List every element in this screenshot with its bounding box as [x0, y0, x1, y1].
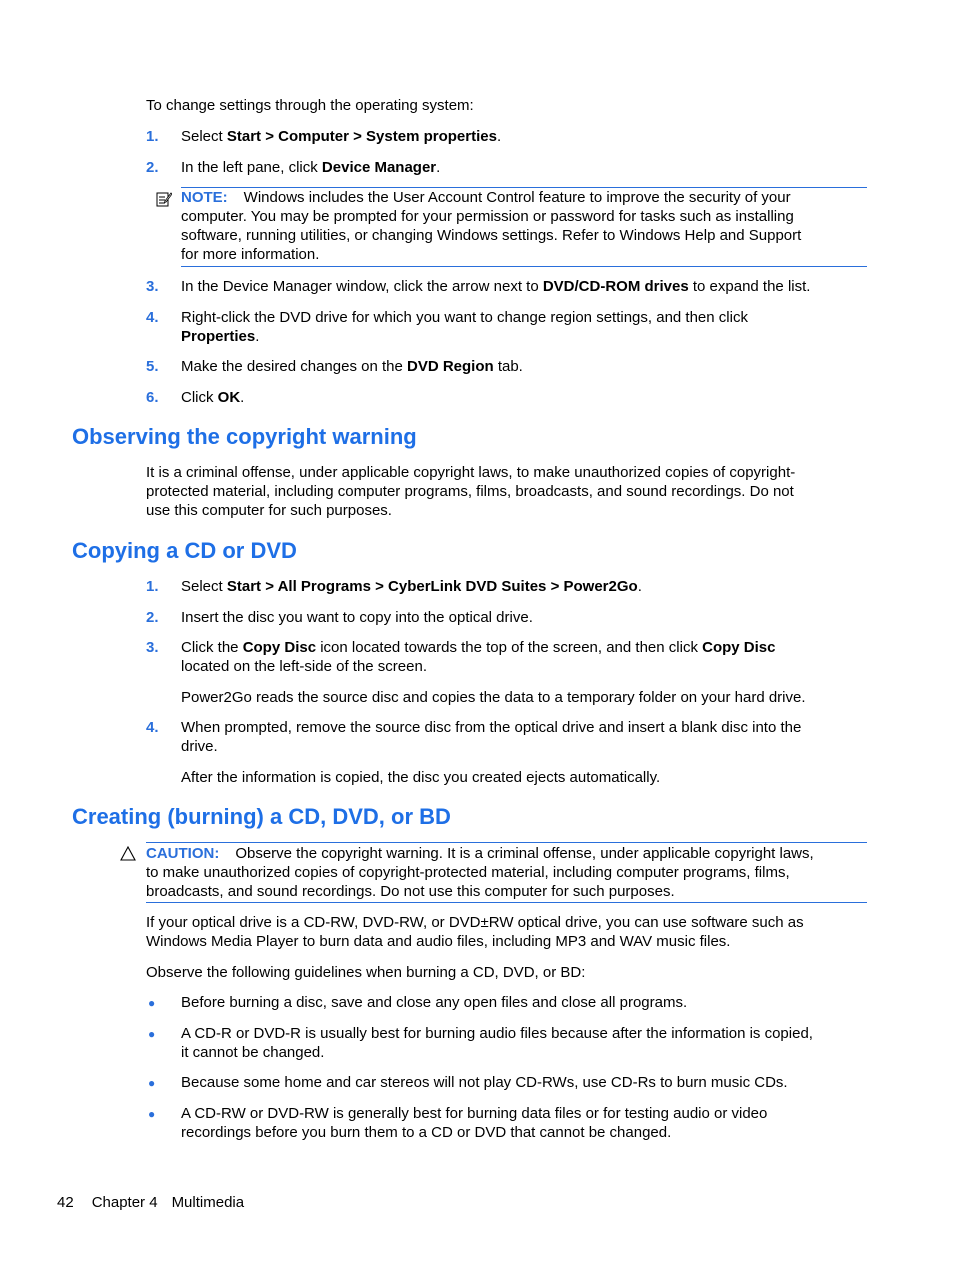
- step-text: Click OK.: [181, 389, 245, 406]
- page-number: 42: [57, 1194, 74, 1211]
- step-number: 2.: [146, 609, 159, 626]
- step-number: 6.: [146, 389, 159, 406]
- step-text: When prompted, remove the source disc from the optical drive and insert a blank disc into the drive.: [181, 719, 802, 755]
- bullet-dot-icon: ●: [148, 1027, 156, 1041]
- step-text: Right-click the DVD drive for which you want to change region settings, and then click Properties.: [181, 309, 748, 345]
- note-label: NOTE:: [181, 189, 228, 206]
- bullet-text: Because some home and car stereos will not play CD-RWs, use CD-Rs to burn music CDs.: [181, 1074, 788, 1091]
- section-heading: Creating (burning) a CD, DVD, or BD: [72, 804, 451, 829]
- step-number: 4.: [146, 719, 159, 736]
- step-text: In the Device Manager window, click the arrow next to DVD/CD-ROM drives to expand the list.: [181, 278, 811, 295]
- bullet-dot-icon: ●: [148, 1107, 156, 1121]
- caution-label: CAUTION:: [146, 845, 220, 862]
- step-note: Power2Go reads the source disc and copies the data to a temporary folder on your hard drive.: [181, 689, 806, 706]
- step-text: Select Start > Computer > System properties.: [181, 128, 502, 145]
- step-number: 1.: [146, 578, 159, 595]
- step-text: Click the Copy Disc icon located towards the top of the screen, and then click Copy Disc located on the left-side of the screen.: [181, 639, 776, 675]
- bullet-text: A CD-R or DVD-R is usually best for burning audio files because after the information is copied, it cannot be changed.: [181, 1025, 813, 1061]
- step-note: After the information is copied, the disc you created ejects automatically.: [181, 769, 661, 786]
- warning-triangle-icon: [120, 846, 136, 861]
- section-paragraph: If your optical drive is a CD-RW, DVD-RW, or DVD±RW optical drive, you can use software such as Windows Media Player to burn data and audio files, including MP3 and WAV music files.: [146, 914, 804, 950]
- bullet-text: A CD-RW or DVD-RW is generally best for burning data files or for testing audio or video recordings before you burn them to a CD or DVD that cannot be changed.: [181, 1105, 768, 1141]
- caution-text: CAUTION: Observe the copyright warning. It is a criminal offense, under applicable copyright laws, to make unauthorized copies of copyright-protected material, including computer programs, films, broadcasts, and sound recordings. Do not use this computer for such purposes.: [146, 845, 814, 900]
- bullet-dot-icon: ●: [148, 1076, 156, 1090]
- chapter-label: Chapter 4: [91, 1194, 158, 1211]
- step-number: 3.: [146, 639, 159, 656]
- step-text: Select Start > All Programs > CyberLink DVD Suites > Power2Go.: [181, 578, 642, 595]
- intro-text: To change settings through the operating system:: [146, 97, 474, 114]
- step-number: 4.: [146, 309, 159, 326]
- step-number: 1.: [146, 128, 159, 145]
- step-text: In the left pane, click Device Manager.: [181, 159, 441, 176]
- note-icon: [156, 191, 172, 207]
- chapter-title: Multimedia: [171, 1194, 245, 1211]
- section-heading: Copying a CD or DVD: [72, 538, 297, 563]
- step-text: Make the desired changes on the DVD Region tab.: [181, 358, 523, 375]
- step-text: Insert the disc you want to copy into the optical drive.: [181, 609, 533, 626]
- section-paragraph: It is a criminal offense, under applicable copyright laws, to make unauthorized copies of copyright- protected material, including computer programs, films, broadcasts, and sound recordings. Do not use this computer for such purposes.: [146, 464, 796, 519]
- step-number: 5.: [146, 358, 159, 375]
- section-paragraph: Observe the following guidelines when burning a CD, DVD, or BD:: [146, 964, 586, 981]
- bullet-dot-icon: ●: [148, 996, 156, 1010]
- note-text: NOTE: Windows includes the User Account Control feature to improve the security of your computer. You may be prompted for your permission or password for tasks such as installing software, running utilities, or changing Windows settings. Refer to Windows Help and Support for more information.: [181, 189, 802, 263]
- page-footer: [57, 1193, 244, 1212]
- step-number: 3.: [146, 278, 159, 295]
- bullet-text: Before burning a disc, save and close any open files and close all programs.: [181, 994, 688, 1011]
- step-number: 2.: [146, 159, 159, 176]
- section-heading: Observing the copyright warning: [72, 424, 417, 449]
